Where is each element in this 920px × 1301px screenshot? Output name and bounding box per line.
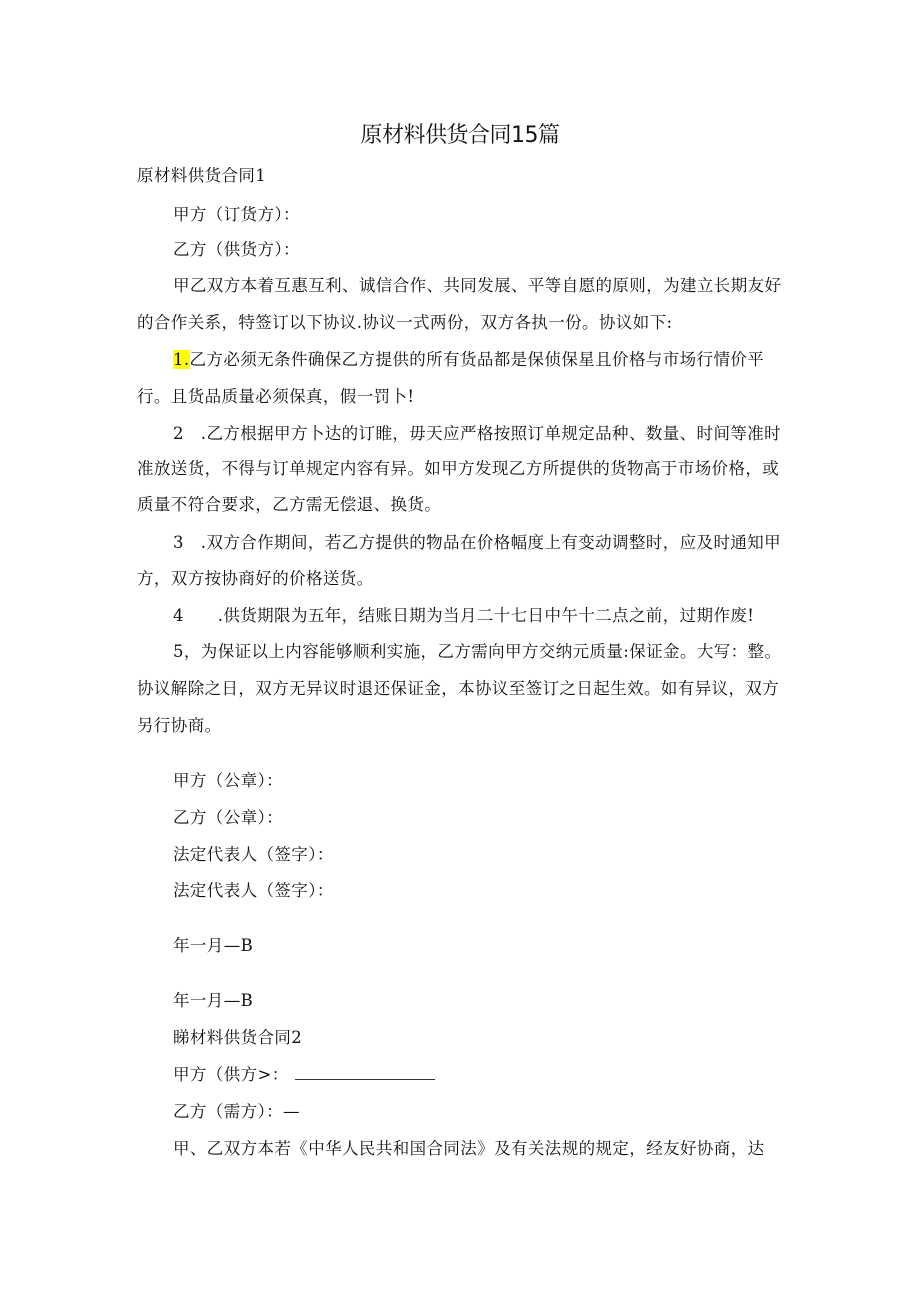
contract2-party-a-line xyxy=(173,1061,435,1085)
party-a-blank-underline xyxy=(295,1065,435,1080)
seal-b-line: 乙方（公章）： xyxy=(173,808,284,827)
contract2-party-a-label: 甲方（供方>： xyxy=(173,1065,289,1084)
clause-1-line-2: 行。且货品质量必须保真，假一罚卜! xyxy=(137,387,415,406)
clause-2-line-1: 2 .乙方根据甲方卜达的订睢，毋天应严格按照订单规定品种、数量、时间等准时 xyxy=(173,424,782,443)
clause-2-line-2: 准放送货，不得与订单规定内容有异。如甲方发现乙方所提供的货物高于市场价格，或 xyxy=(137,459,780,478)
rep-b-line: 法定代表人（签字）： xyxy=(173,881,334,900)
document-title: 原材料供货合同15篇 xyxy=(360,123,560,148)
clause-1-number: 1. xyxy=(173,350,190,369)
contract2-heading: 睇材料供货合同2 xyxy=(173,1028,303,1047)
clause-5-line-1: 5，为保证以上内容能够顺利实施，乙方需向甲方交纳元质量:保证金。大写：整。 xyxy=(173,642,782,661)
contract2-party-b-line: 乙方（需方）：— xyxy=(173,1102,300,1121)
clause-3-line-1: 3 .双方合作期间，若乙方提供的物品在价格幅度上有变动调整时，应及时通知甲 xyxy=(173,533,782,552)
clause-3-line-2: 方，双方按协商好的价格送货。 xyxy=(137,569,374,588)
clause-4-line-1: 4 .供货期限为五年，结账日期为当月二十七日中午十二点之前，过期作废! xyxy=(173,606,755,625)
clause-1-line-1 xyxy=(173,346,764,370)
contract2-intro-line-1: 甲、乙双方本若《中华人民共和国合同法》及有关法规的规定，经友好协商，达 xyxy=(173,1139,765,1158)
clause-5-line-3: 另行协商。 xyxy=(137,716,222,735)
clause-1-text: 乙方必须无条件确保乙方提供的所有货品都是保侦保星且价格与市场行情价平 xyxy=(189,350,765,369)
seal-a-line: 甲方（公章）： xyxy=(173,771,284,790)
clause-2-line-3: 质量不符合要求，乙方需无偿退、换货。 xyxy=(137,495,442,514)
contract1-heading: 原材料供货合同1 xyxy=(137,166,267,185)
rep-a-line: 法定代表人（签字）： xyxy=(173,845,334,864)
party-a-line: 甲方（订货方）： xyxy=(173,205,300,224)
date-b-line: 年一月—B xyxy=(173,991,254,1010)
date-a-line: 年一月—B xyxy=(173,936,254,955)
intro-line-1: 甲乙双方本着互惠互利、诚信合作、共同发展、平等自愿的原则，为建立长期友好 xyxy=(173,276,782,295)
party-b-line: 乙方（供货方）： xyxy=(173,240,300,259)
clause-5-line-2: 协议解除之日，双方无异议时退还保证金，本协议至签订之日起生效。如有异议，双方 xyxy=(137,679,780,698)
intro-line-2: 的合作关系，特签订以下协议.协议一式两份，双方各执一份。协议如下: xyxy=(137,313,673,332)
